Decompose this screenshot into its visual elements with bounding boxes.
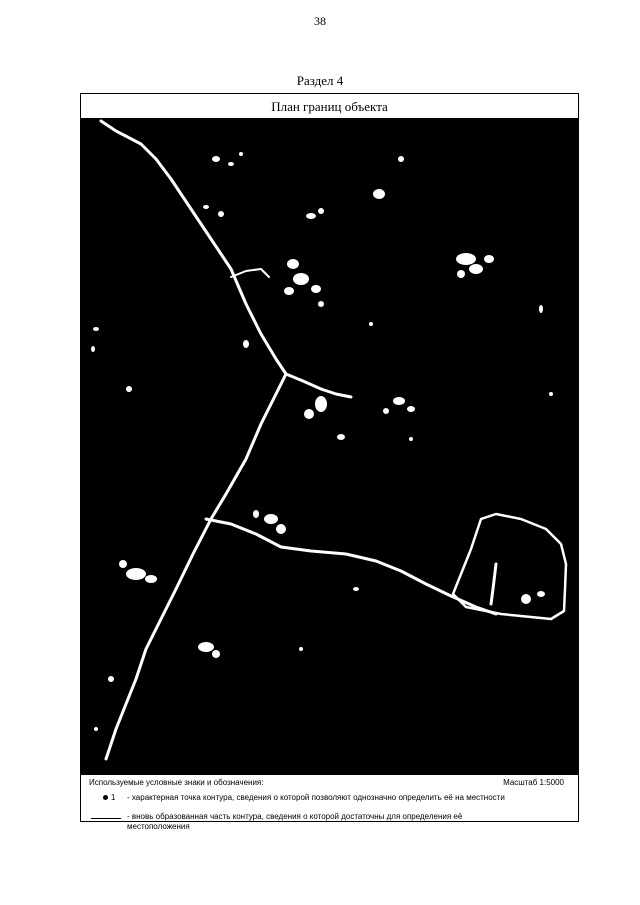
satellite-map (81, 119, 578, 774)
section-title: Раздел 4 (296, 73, 344, 88)
legend-heading: Используемые условные знаки и обозначения: (89, 778, 264, 787)
legend-text-point: - характерная точка контура, сведения о которой позволяют однозначно определить её на местности (127, 793, 505, 802)
dot-icon (103, 795, 108, 800)
plan-frame (80, 93, 579, 831)
map-drawing (81, 119, 578, 774)
point-number: 1 (111, 793, 116, 802)
legend (81, 774, 578, 831)
map-scale: Масштаб 1:5000 (503, 778, 564, 787)
plan-title: План границ объекта (81, 94, 578, 119)
line-icon (91, 818, 121, 819)
legend-text-line: - вновь образованная часть контура, сведения о которой достаточны для определения её местоположения (127, 812, 463, 831)
page-number: 38 (314, 14, 326, 28)
